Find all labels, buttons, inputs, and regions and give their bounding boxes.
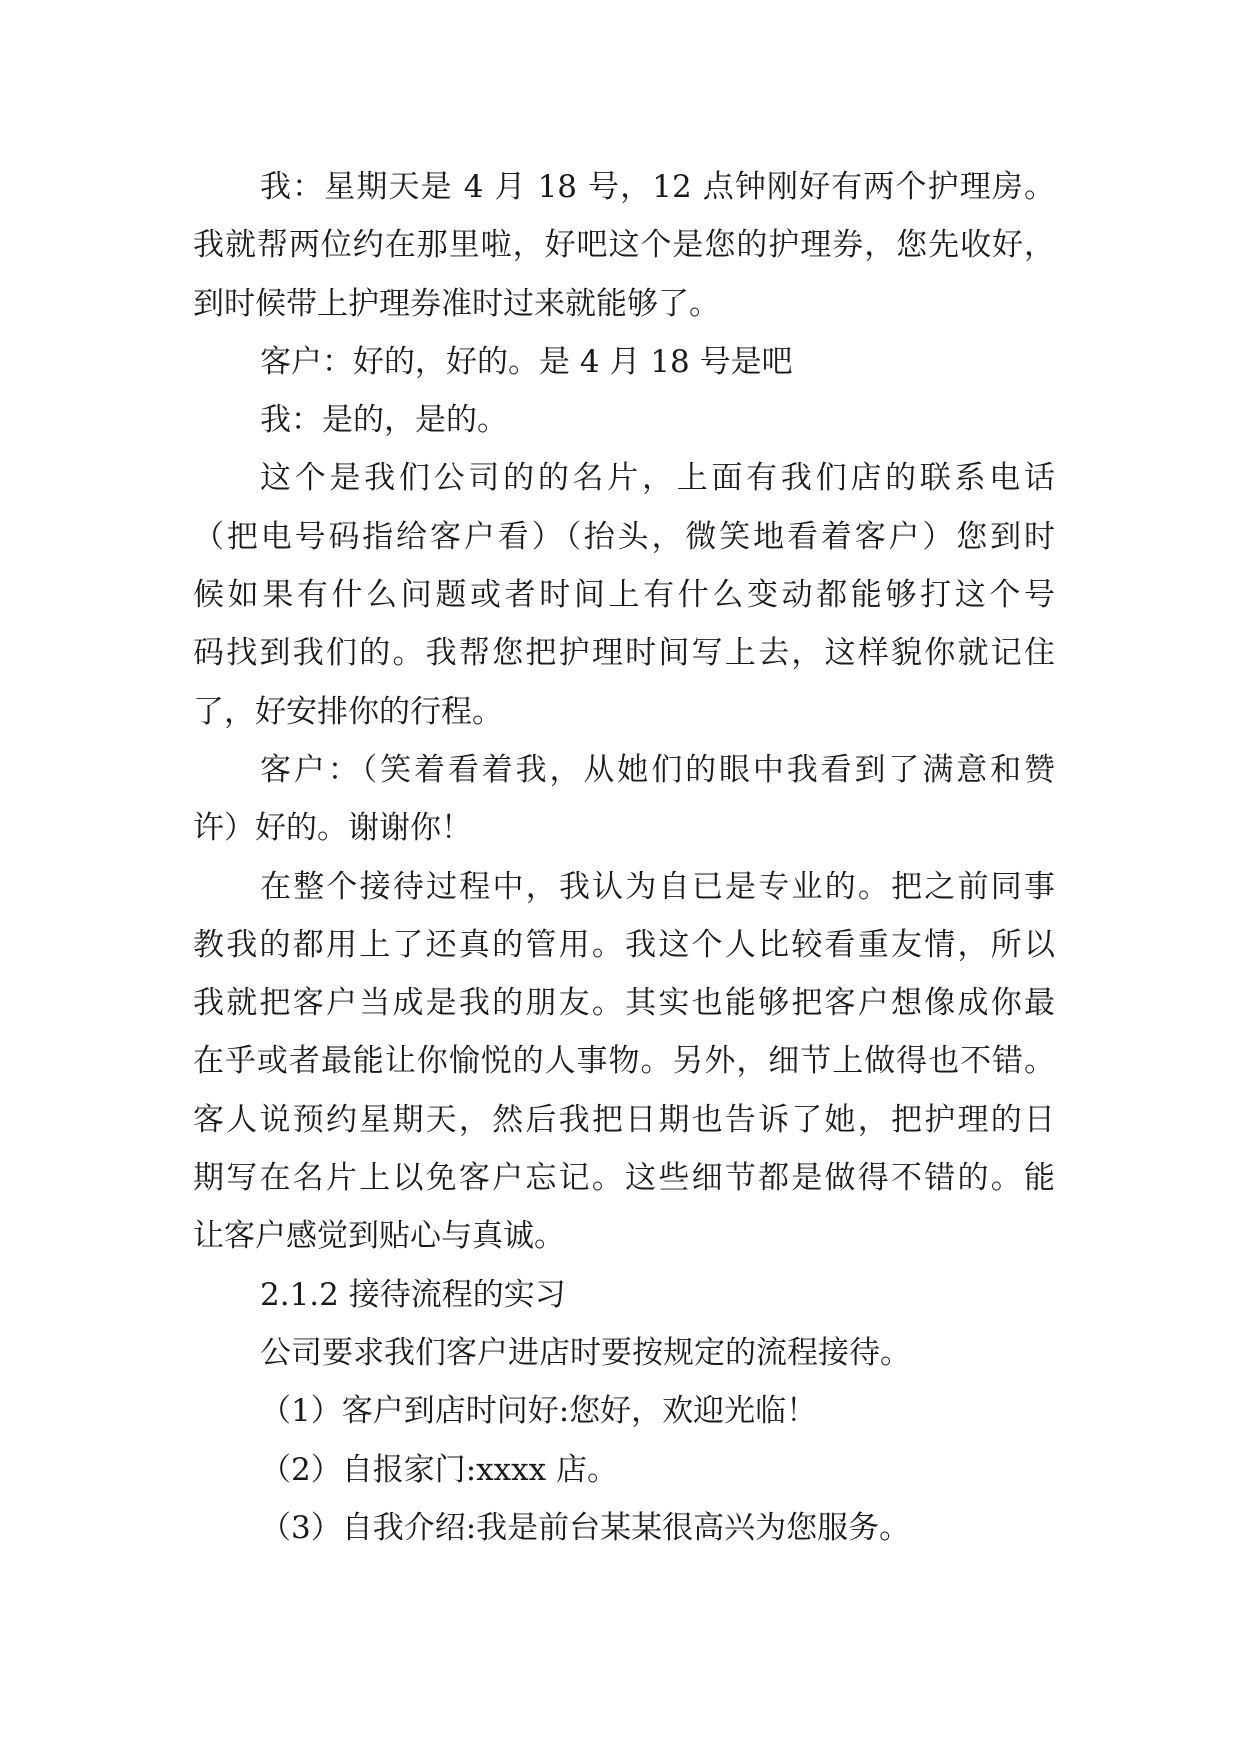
list-item-text: （3）自我介绍:我是前台某某很高兴为您服务。: [260, 1509, 911, 1546]
dialogue-paragraph: [193, 333, 1055, 391]
text-line: 我：是的，是的。: [260, 402, 508, 439]
text-line: 期写在名片上以免客户忘记。这些细节都是做得不错的。能: [193, 1160, 1055, 1197]
text-line: 候如果有什么问题或者时间上有什么变动都能够打这个号: [193, 577, 1055, 614]
text-line: 客户：（笑着看着我，从她们的眼中我看到了满意和赞: [260, 751, 1055, 788]
text-line: 公司要求我们客户进店时要按规定的流程接待。: [260, 1334, 911, 1371]
text-line: 在乎或者最能让你愉悦的人事物。另外，细节上做得也不错。: [193, 1043, 1055, 1080]
text-line: 让客户感觉到贴心与真诚。: [193, 1218, 565, 1255]
heading-text: 2.1.2 接待流程的实习: [260, 1276, 566, 1313]
list-item: [193, 1382, 1055, 1440]
text-line: 了，好安排你的行程。: [193, 693, 503, 730]
text-line: 这个是我们公司的的名片，上面有我们店的联系电话: [260, 460, 1055, 497]
text-line: （把电号码指给客户看）（抬头，微笑地看着客户）您到时: [193, 518, 1055, 555]
list-item-text: （2）自报家门:xxxx 店。: [260, 1451, 618, 1488]
text-line: 客户：好的，好的。是 4 月 18 号是吧: [260, 343, 793, 380]
body-paragraph: [193, 449, 1055, 740]
body-paragraph: [193, 1324, 1055, 1382]
body-paragraph: [193, 858, 1055, 1266]
dialogue-paragraph: [193, 391, 1055, 449]
list-item: [193, 1441, 1055, 1499]
document-body: [193, 158, 1055, 1557]
text-line: 到时候带上护理券准时过来就能够了。: [193, 285, 720, 322]
dialogue-paragraph: [193, 158, 1055, 333]
text-line: 我就把客户当成是我的朋友。其实也能够把客户想像成你最: [193, 985, 1055, 1022]
list-item-text: （1）客户到店时问好:您好，欢迎光临！: [260, 1393, 818, 1430]
text-line: 在整个接待过程中，我认为自已是专业的。把之前同事: [260, 868, 1055, 905]
text-line: 我：星期天是 4 月 18 号，12 点钟刚好有两个护理房。: [260, 169, 1055, 205]
text-line: 教我的都用上了还真的管用。我这个人比较看重友情，所以: [193, 926, 1055, 963]
list-item: [193, 1499, 1055, 1557]
text-line: 我就帮两位约在那里啦，好吧这个是您的护理券，您先收好，: [193, 227, 1055, 264]
dialogue-paragraph: [193, 741, 1055, 858]
text-line: 码找到我们的。我帮您把护理时间写上去，这样貌你就记住: [193, 635, 1055, 672]
text-line: 许）好的。谢谢你！: [193, 810, 472, 847]
section-heading: [193, 1266, 1055, 1324]
text-line: 客人说预约星期天，然后我把日期也告诉了她，把护理的日: [193, 1101, 1055, 1138]
